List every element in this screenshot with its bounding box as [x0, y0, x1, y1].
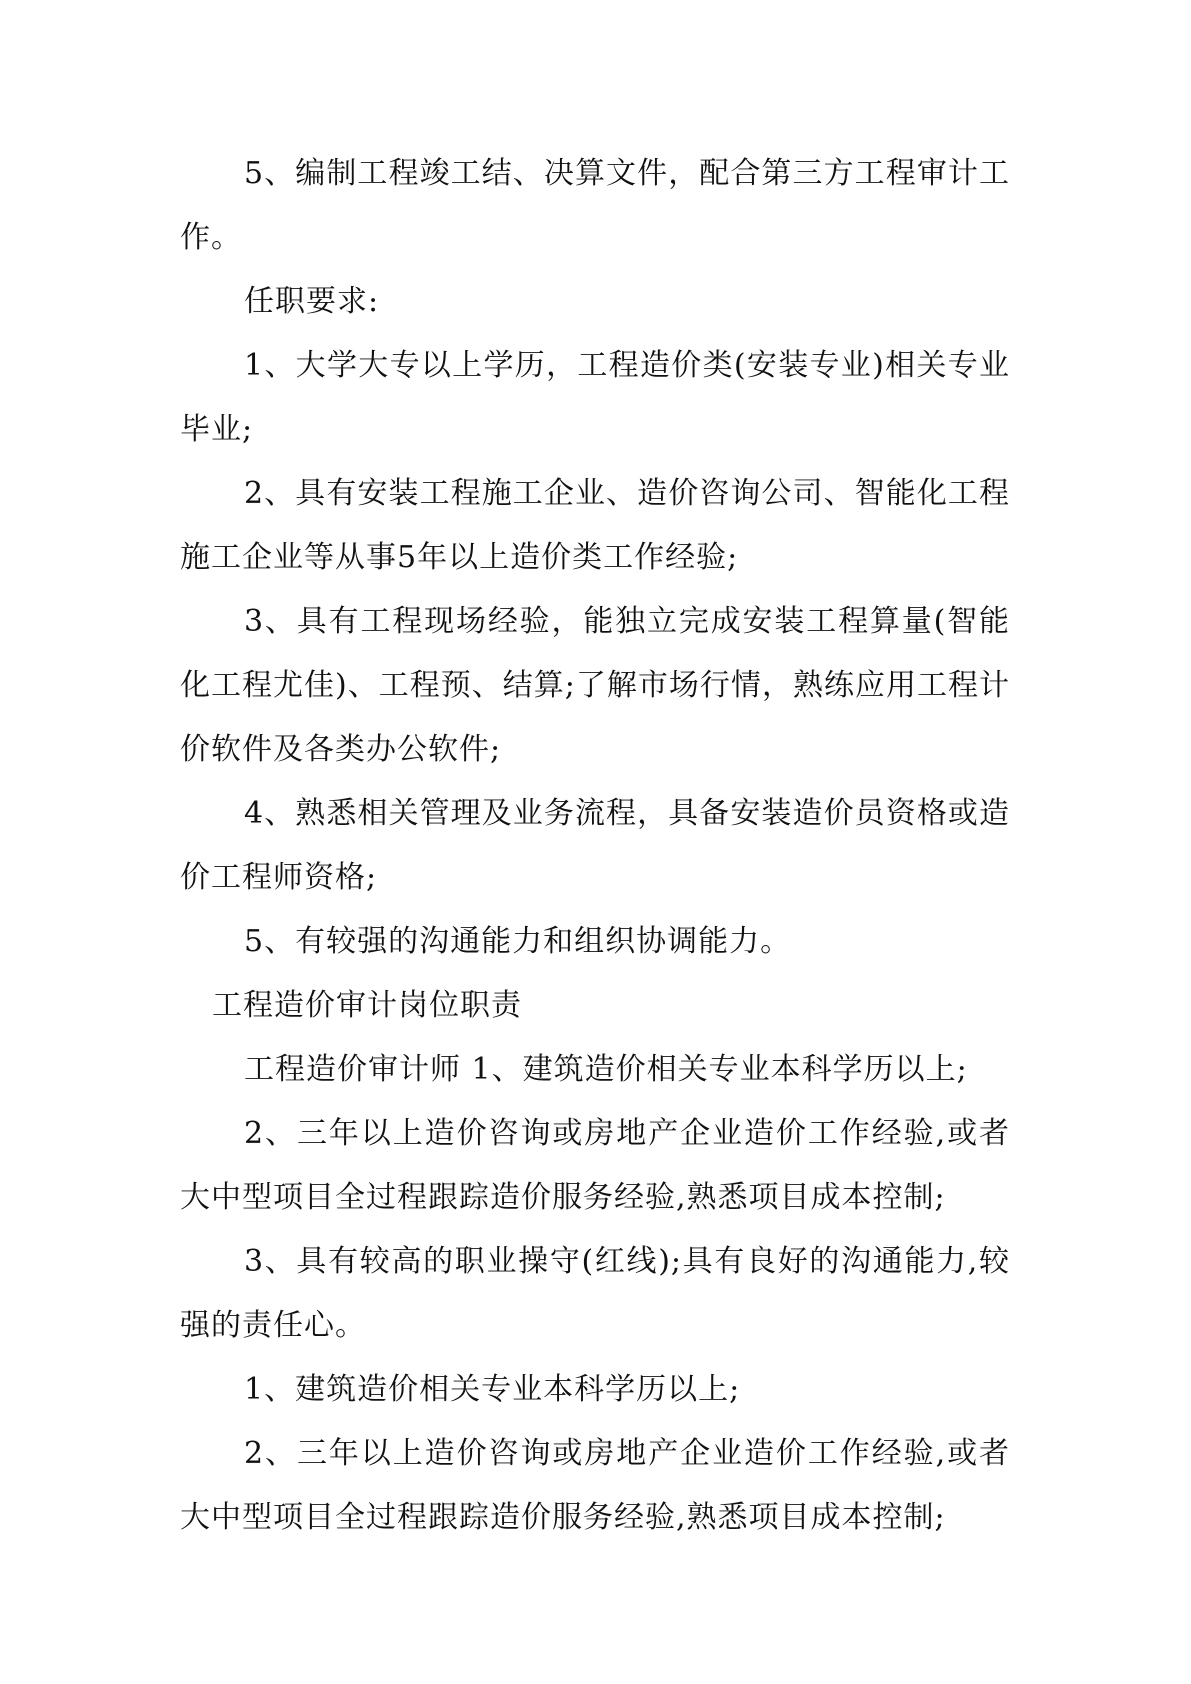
paragraph: 5、编制工程竣工结、决算文件，配合第三方工程审计工作。: [180, 156, 1010, 255]
paragraph: 2、具有安装工程施工企业、造价咨询公司、智能化工程施工企业等从事5年以上造价类工作经验;: [180, 476, 1010, 575]
paragraph: 2、三年以上造价咨询或房地产企业造价工作经验,或者大中型项目全过程跟踪造价服务经验,熟悉项目成本控制;: [180, 1116, 1010, 1215]
paragraph: 2、三年以上造价咨询或房地产企业造价工作经验,或者大中型项目全过程跟踪造价服务经验,熟悉项目成本控制;: [180, 1436, 1010, 1535]
document-body: [180, 142, 1010, 1550]
paragraph: 1、大学大专以上学历，工程造价类(安装专业)相关专业毕业;: [180, 348, 1010, 447]
paragraph: 5、有较强的沟通能力和组织协调能力。: [244, 924, 792, 959]
paragraph: 任职要求:: [244, 284, 380, 319]
paragraph: 4、熟悉相关管理及业务流程，具备安装造价员资格或造价工程师资格;: [180, 796, 1010, 895]
paragraph: 工程造价审计师 1、建筑造价相关专业本科学历以上;: [244, 1052, 968, 1087]
section-title: 工程造价审计岗位职责: [212, 988, 522, 1023]
paragraph: 3、具有较高的职业操守(红线);具有良好的沟通能力,较强的责任心。: [180, 1244, 1010, 1343]
paragraph: 1、建筑造价相关专业本科学历以上;: [244, 1372, 741, 1407]
paragraph: 3、具有工程现场经验，能独立完成安装工程算量(智能化工程尤佳)、工程预、结算;了解市场行情，熟练应用工程计价软件及各类办公软件;: [180, 604, 1010, 767]
